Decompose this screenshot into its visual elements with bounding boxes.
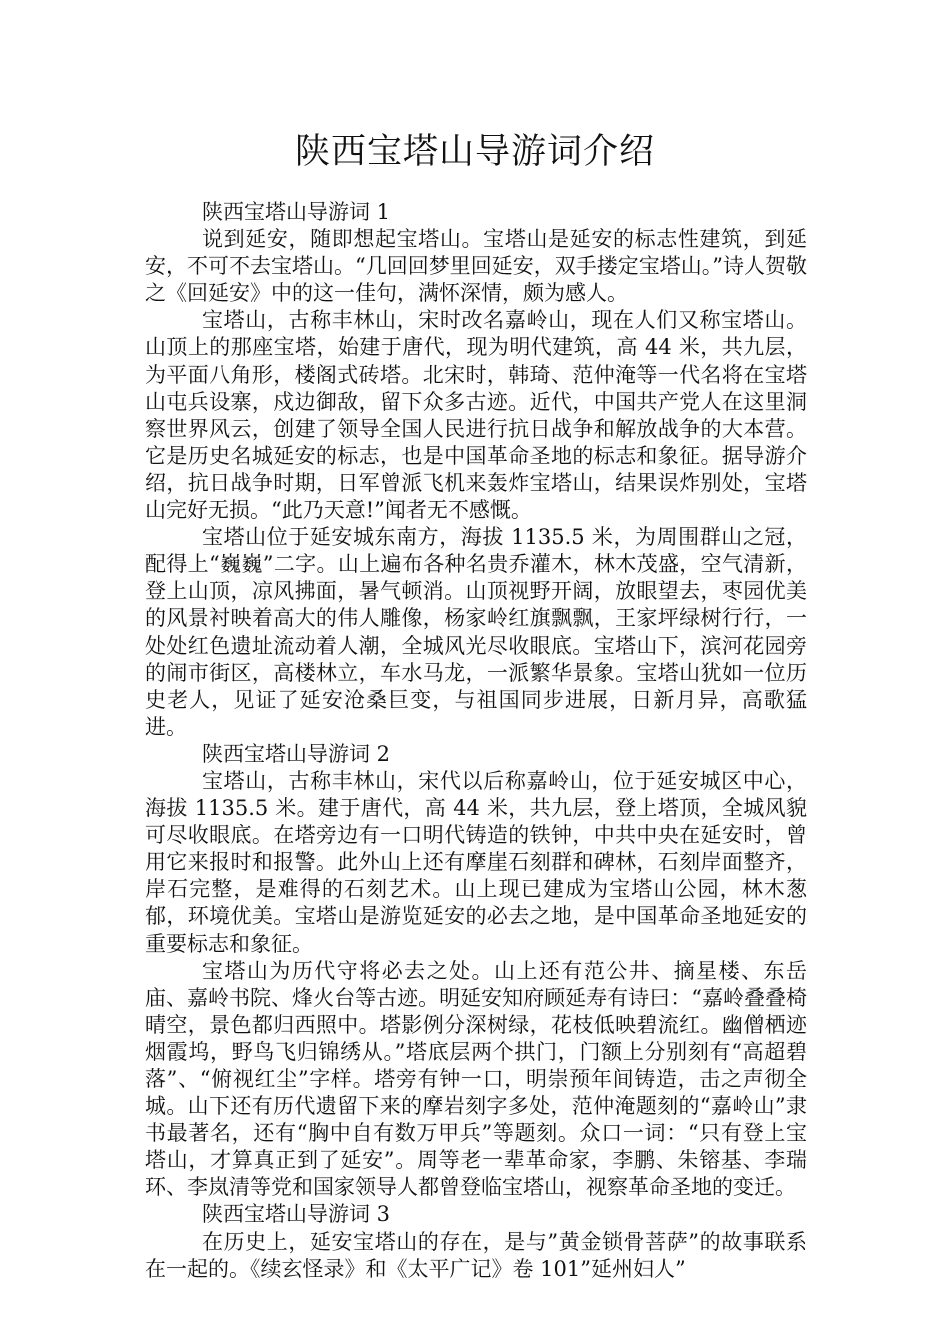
body-paragraph: 宝塔山，古称丰林山，宋时改名嘉岭山，现在人们又称宝塔山。山顶上的那座宝塔，始建于唐代，现为明代建筑，高 44 米，共九层，为平面八角形，楼阁式砖塔。北宋时，韩琦、范仲淹等一代名将在宝塔山屯兵设寨，戍边御敌，留下众多古迹。近代，中国共产党人在这里洞察世界风云，创建了领导全国人民进行抗日战争和解放战争的大本营。它是历史名城延安的标志，也是中国革命圣地的标志和象征。据导游介绍，抗日战争时期，日军曾派飞机来轰炸宝塔山，结果误炸别处，宝塔山完好无损。“此乃天意!”闻者无不感慨。 — [145, 308, 807, 523]
page-title: 陕西宝塔山导游词介绍 — [294, 132, 655, 172]
body-paragraph: 宝塔山位于延安城东南方，海拔 1135.5 米，为周围群山之冠，配得上“巍巍”二字。山上遍布各种名贵乔灌木，林木茂盛，空气清新，登上山顶，凉风拂面，暑气顿消。山顶视野开阔，放眼望去，枣园优美的风景衬映着高大的伟人雕像，杨家岭红旗飘飘，王家坪绿树行行，一处处红色遗址流动着人潮，全城风光尽收眼底。宝塔山下，滨河花园旁的闹市街区，高楼林立，车水马龙，一派繁华景象。宝塔山犹如一位历史老人，见证了延安沧桑巨变，与祖国同步进展，日新月异，高歌猛进。 — [145, 525, 807, 739]
body-paragraph: 说到延安，随即想起宝塔山。宝塔山是延安的标志性建筑，到延安，不可不去宝塔山。“几回回梦里回延安，双手搂定宝塔山。”诗人贺敬之《回延安》中的这一佳句，满怀深情，颇为感人。 — [145, 227, 807, 306]
section-heading: 陕西宝塔山导游词 3 — [202, 1202, 391, 1227]
section-heading: 陕西宝塔山导游词 2 — [202, 741, 391, 766]
body-paragraph: 宝塔山，古称丰林山，宋代以后称嘉岭山，位于延安城区中心，海拔 1135.5 米。建于唐代，高 44 米，共九层，登上塔顶，全城风貌可尽收眼底。在塔旁边有一口明代铸造的铁钟，中共中央在延安时，曾用它来报时和报警。此外山上还有摩崖石刻群和碑林，石刻岸面整齐，岸石完整，是难得的石刻艺术。山上现已建成为宝塔山公园，林木葱郁，环境优美。宝塔山是游览延安的必去之地，是中国革命圣地延安的重要标志和象征。 — [145, 768, 807, 956]
body-paragraph: 在历史上，延安宝塔山的存在，是与”黄金锁骨菩萨”的故事联系在一起的。《续玄怪录》和《太平广记》卷 101”延州妇人” — [145, 1229, 807, 1281]
section-heading: 陕西宝塔山导游词 1 — [202, 200, 391, 224]
document-body — [145, 199, 807, 1283]
body-paragraph: 宝塔山为历代守将必去之处。山上还有范公井、摘星楼、东岳庙、嘉岭书院、烽火台等古迹。明延安知府顾延寿有诗曰：“嘉岭叠叠椅晴空，景色都归西照中。塔影例分深树绿，花枝低映碧流红。幽僧栖迹烟霞坞，野鸟飞归锦绣从。”塔底层两个拱门，门额上分别刻有“高超碧落”、“俯视红尘”字样。塔旁有钟一口，明崇预年间铸造，击之声彻全城。山下还有历代遗留下来的摩岩刻字多处，范仲淹题刻的“嘉岭山”隶书最著名，还有“胸中自有数万甲兵”等题刻。众口一词：“只有登上宝塔山，才算真正到了延安”。周等老一辈革命家，李鹏、朱镕基、李瑞环、李岚清等党和国家领导人都曾登临宝塔山，视察革命圣地的变迁。 — [145, 958, 807, 1200]
